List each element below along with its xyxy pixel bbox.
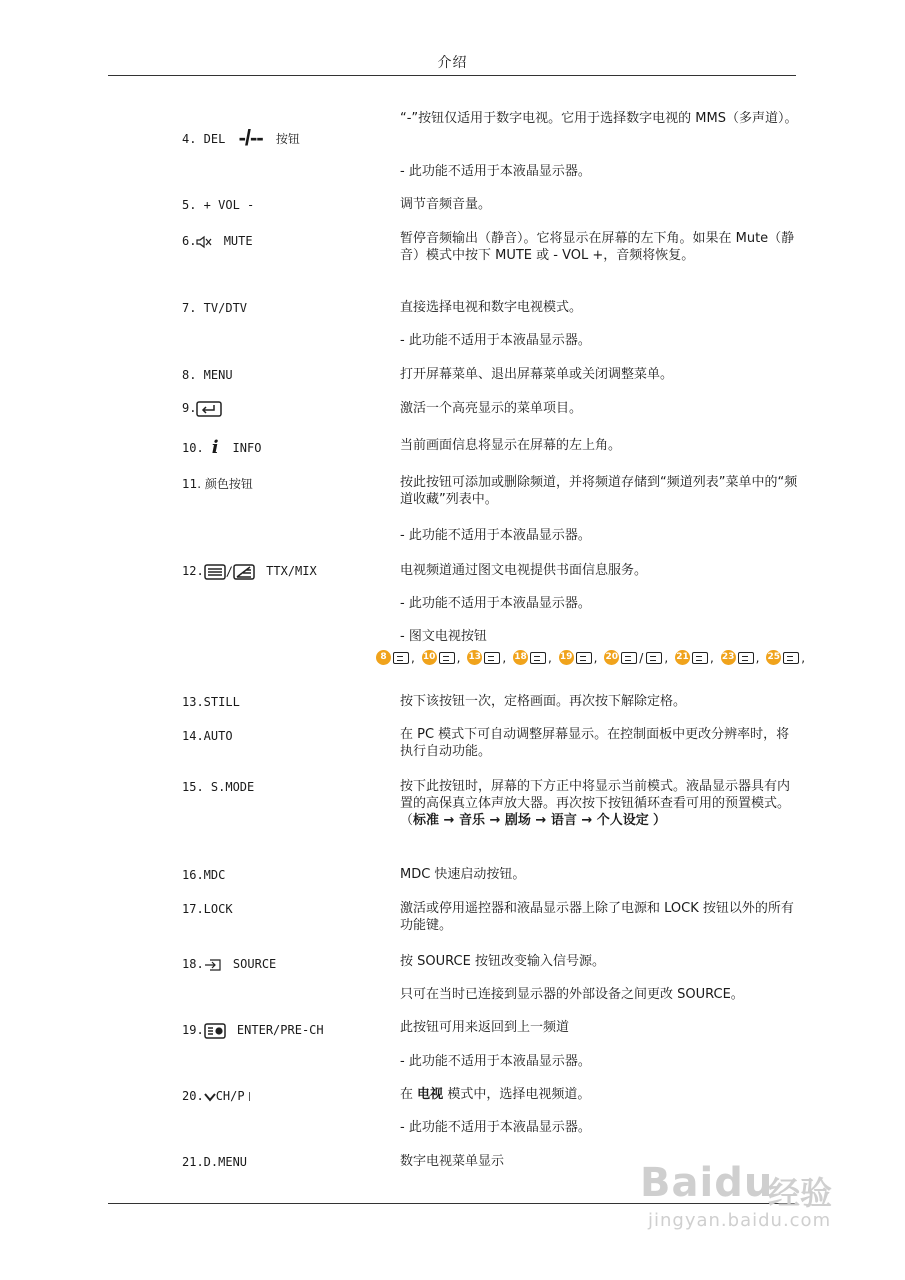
scroll-bar-icon (249, 1092, 250, 1101)
watermark-brand: Baidu (640, 1160, 774, 1206)
item-del-text: 4. DEL (182, 132, 226, 146)
item-smode-text: 按下此按钮时，屏幕的下方正中将显示当前模式。液晶显示器具有内置的高保真立体声放大器。再次按下按钮循环查看可用的预置模式。（ (400, 779, 791, 828)
item-still-label: 13.STILL (182, 695, 240, 709)
item-source-label (182, 956, 276, 972)
ttx-badge-23: 23 (721, 650, 736, 665)
source-input-icon (204, 958, 222, 972)
teletext-page-icon (484, 652, 500, 664)
item-chp-bold: 电视 (417, 1087, 444, 1102)
item-dmenu-label: 21.D.MENU (182, 1155, 248, 1169)
item-prech-num: 19. (182, 1023, 204, 1037)
item-del-label (182, 125, 300, 150)
item-mdc-desc: MDC 快速启动按钮。 (400, 867, 526, 882)
ttx-badge-20: 20 (604, 650, 619, 665)
teletext-page-icon (439, 652, 455, 664)
item-ttx-label: 12. / TTX/MIX (182, 564, 317, 579)
item-mute-label (182, 233, 253, 249)
item-color-desc: 按此按钮可添加或删除频道，并将频道存储到“频道列表”菜单中的“频道收藏”列表中。 (400, 475, 798, 507)
item-enter-desc: 激活一个高亮显示的菜单项目。 (400, 401, 583, 416)
ttx-badge-21: 21 (675, 650, 690, 665)
ttx-badge-25: 25 (766, 650, 781, 665)
item-chp-note: - 此功能不适用于本液晶显示器。 (400, 1120, 591, 1135)
item-info-label (182, 437, 262, 458)
item-smode-modes: 标准 → 音乐 → 剧场 → 语言 → 个人设定 (413, 813, 649, 828)
teletext-page-icon (783, 652, 799, 664)
item-mute-text: MUTE (223, 234, 253, 248)
item-lock-desc: 激活或停用遥控器和液晶显示器上除了电源和 LOCK 按钮以外的所有功能键。 (400, 901, 794, 933)
teletext-page-icon (692, 652, 708, 664)
mix-icon (233, 564, 255, 580)
ttx-badge-10: 10 (422, 650, 437, 665)
item-info-text: INFO (232, 441, 262, 455)
item-smode-end: ） (652, 813, 666, 828)
mute-speaker-icon (196, 235, 212, 249)
ttx-badge-18: 18 (513, 650, 528, 665)
chevron-down-icon (204, 1092, 216, 1102)
enter-icon (196, 401, 222, 417)
ttx-button-row: 8 , 10 , 13 , 18 , 19 , 20 / , 21 , 23 , 25 , (376, 650, 808, 665)
item-tvdtv-label: 7. TV/DTV (182, 301, 248, 315)
ttx-badge-19: 19 (559, 650, 574, 665)
item-enter-num: 9. (182, 401, 197, 415)
teletext-page-icon (646, 652, 662, 664)
item-mute-num: 6. (182, 234, 197, 248)
item-auto-label: 14.AUTO (182, 729, 233, 743)
item-info-num: 10. (182, 441, 204, 455)
item-still-desc: 按下该按钮一次，定格画面。再次按下解除定格。 (400, 694, 687, 709)
item-lock-label: 17.LOCK (182, 902, 233, 916)
item-ttx-text: TTX/MIX (266, 564, 317, 578)
info-icon: i (211, 437, 219, 458)
item-prech-desc: 此按钮可用来返回到上一频道 (400, 1020, 570, 1035)
ttx-badge-13: 13 (467, 650, 482, 665)
item-chp-desc (400, 1086, 800, 1103)
prech-icon (204, 1023, 226, 1039)
ttx-badge-8: 8 (376, 650, 391, 665)
item-tvdtv-note: - 此功能不适用于本液晶显示器。 (400, 333, 591, 348)
header-rule (108, 75, 796, 76)
teletext-page-icon (530, 652, 546, 664)
item-prech-note: - 此功能不适用于本液晶显示器。 (400, 1054, 591, 1069)
item-smode-label: 15. S.MODE (182, 780, 255, 794)
item-source-num: 18. (182, 957, 204, 971)
item-smode-desc (400, 778, 800, 829)
teletext-icon (204, 564, 226, 580)
item-chp-post: 模式中，选择电视频道。 (447, 1087, 591, 1102)
item-dmenu-desc: 数字电视菜单显示 (400, 1154, 505, 1169)
teletext-page-icon (621, 652, 637, 664)
item-del-note: - 此功能不适用于本液晶显示器。 (400, 164, 591, 179)
item-ttx-note: - 此功能不适用于本液晶显示器。 (400, 596, 591, 611)
item-del-suffix: 按钮 (275, 132, 300, 146)
watermark-brand-cn: 经验 (768, 1174, 833, 1212)
item-prech-label (182, 1022, 324, 1039)
item-mdc-label: 16.MDC (182, 868, 226, 882)
item-menu-desc: 打开屏幕菜单、退出屏幕菜单或关闭调整菜单。 (400, 367, 674, 382)
dash-dash-icon: -/-- (238, 125, 263, 150)
page-header-title: 介绍 (437, 55, 468, 71)
watermark (640, 1150, 870, 1230)
watermark-url: jingyan.baidu.com (648, 1210, 832, 1231)
item-info-desc: 当前画面信息将显示在屏幕的左上角。 (400, 438, 622, 453)
item-vol-desc: 调节音频音量。 (400, 197, 492, 212)
item-mute-desc: 暂停音频输出（静音）。它将显示在屏幕的左下角。如果在 Mute（静音）模式中按下 MUTE 或 - VOL +，音频将恢复。 (400, 231, 795, 263)
item-del-desc: “-”按钮仅适用于数字电视。它用于选择数字电视的 MMS（多声道）。 (400, 111, 798, 126)
item-chp-text: CH/P (215, 1089, 245, 1103)
item-ttx-num: 12. (182, 564, 204, 578)
item-auto-desc: 在 PC 模式下可自动调整屏幕显示。在控制面板中更改分辨率时，将执行自动功能。 (400, 727, 790, 759)
item-ttx-buttons-title: - 图文电视按钮 (400, 629, 487, 644)
item-vol-label: 5. + VOL - (182, 198, 255, 212)
item-color-note: - 此功能不适用于本液晶显示器。 (400, 528, 591, 543)
item-chp-num: 20. (182, 1089, 204, 1103)
teletext-page-icon (393, 652, 409, 664)
item-source-text: SOURCE (232, 957, 277, 971)
item-chp-pre: 在 (400, 1087, 414, 1102)
item-color-label (182, 476, 253, 492)
item-tvdtv-desc: 直接选择电视和数字电视模式。 (400, 300, 583, 315)
item-source-note: 只可在当时已连接到显示器的外部设备之间更改 SOURCE。 (400, 987, 744, 1002)
item-enter-label (182, 400, 222, 417)
item-source-desc: 按 SOURCE 按钮改变输入信号源。 (400, 954, 605, 969)
item-ttx-desc: 电视频道通过图文电视提供书面信息服务。 (400, 563, 648, 578)
teletext-page-icon (738, 652, 754, 664)
item-chp-label (182, 1088, 250, 1104)
item-color-text: 11. 颜色按钮 (182, 477, 253, 491)
item-prech-text: ENTER/PRE-CH (236, 1023, 324, 1037)
item-menu-label: 8. MENU (182, 368, 233, 382)
teletext-page-icon (576, 652, 592, 664)
